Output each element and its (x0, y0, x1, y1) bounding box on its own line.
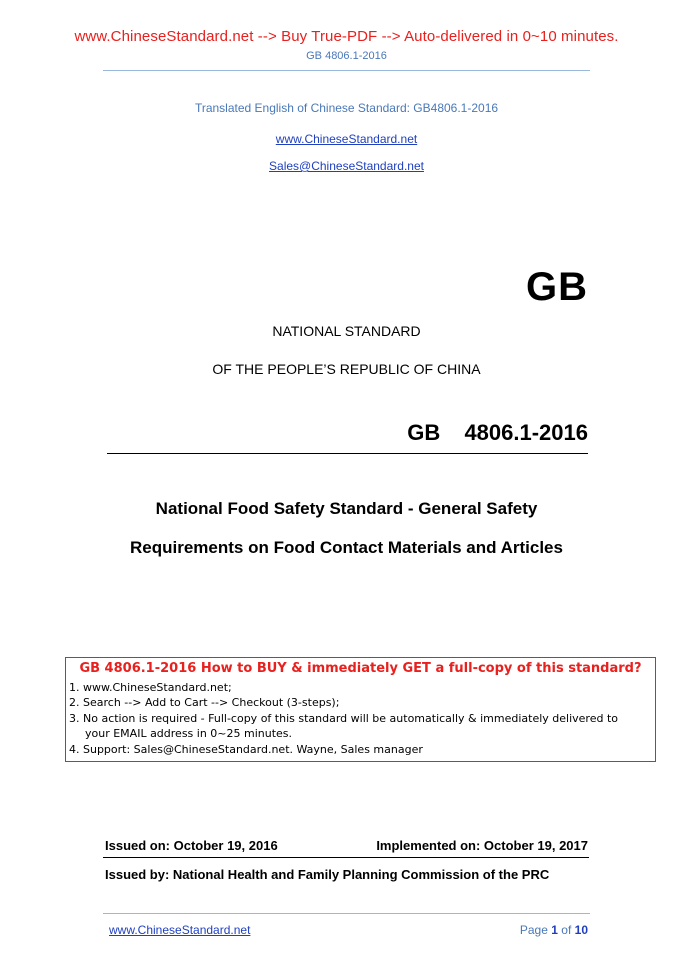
page-of-label: of (561, 923, 572, 937)
issuance-divider (103, 857, 589, 858)
buy-step-number: 4. (69, 743, 80, 756)
header-doc-code: GB 4806.1-2016 (306, 50, 387, 62)
standard-number: GB 4806.1-2016 (407, 420, 588, 445)
header-divider (103, 70, 590, 71)
sales-email-link[interactable]: Sales@ChineseStandard.net (269, 159, 424, 173)
document-title-line-2: Requirements on Food Contact Materials and Articles (130, 538, 563, 557)
translated-note: Translated English of Chinese Standard: GB4806.1-2016 (194, 101, 499, 115)
buy-step-text: www.ChineseStandard.net; (83, 681, 232, 694)
page-label: Page (519, 923, 548, 937)
issued-on-date: Issued on: October 19, 2016 (105, 838, 278, 853)
buy-step-number: 1. (69, 681, 80, 694)
document-title-line-1: National Food Safety Standard - General Safety (155, 499, 538, 518)
website-link[interactable]: www.ChineseStandard.net (275, 132, 418, 146)
website-link-row (0, 130, 693, 148)
buy-step-text: your EMAIL address in 0~25 minutes. (85, 727, 293, 740)
implemented-on-date: Implemented on: October 19, 2017 (376, 838, 588, 853)
buy-step-continuation (69, 727, 292, 741)
buy-step (69, 712, 618, 726)
sales-email-row (0, 157, 693, 175)
footer-divider (103, 913, 590, 914)
page-indicator (520, 923, 588, 937)
republic-heading: OF THE PEOPLE’S REPUBLIC OF CHINA (212, 361, 481, 377)
buy-step (69, 696, 339, 710)
issued-by: Issued by: National Health and Family Planning Commission of the PRC (105, 867, 550, 882)
buy-box-title: GB 4806.1-2016 How to BUY & immediately GET a full-copy of this standard? (79, 661, 642, 676)
buy-step-text: Support: Sales@ChineseStandard.net. Wayne, Sales manager (83, 743, 423, 756)
buy-step-number: 2. (69, 696, 80, 709)
buy-step-text: No action is required - Full-copy of this standard will be automatically & immediately delivered to (83, 712, 619, 725)
title-divider (107, 453, 588, 454)
buy-step (69, 681, 232, 695)
page-current: 1 (551, 923, 558, 937)
promo-banner: www.ChineseStandard.net --> Buy True-PDF --> Auto-delivered in 0~10 minutes. (74, 28, 619, 45)
footer-website-link[interactable]: www.ChineseStandard.net (109, 923, 251, 937)
buy-step-text: Search --> Add to Cart --> Checkout (3-steps); (83, 696, 340, 709)
national-standard-heading: NATIONAL STANDARD (272, 323, 421, 339)
buy-instructions-box (65, 657, 656, 762)
buy-step-number: 3. (69, 712, 80, 725)
buy-step (69, 743, 423, 757)
page-total: 10 (574, 923, 588, 937)
gb-mark: GB (526, 265, 588, 309)
